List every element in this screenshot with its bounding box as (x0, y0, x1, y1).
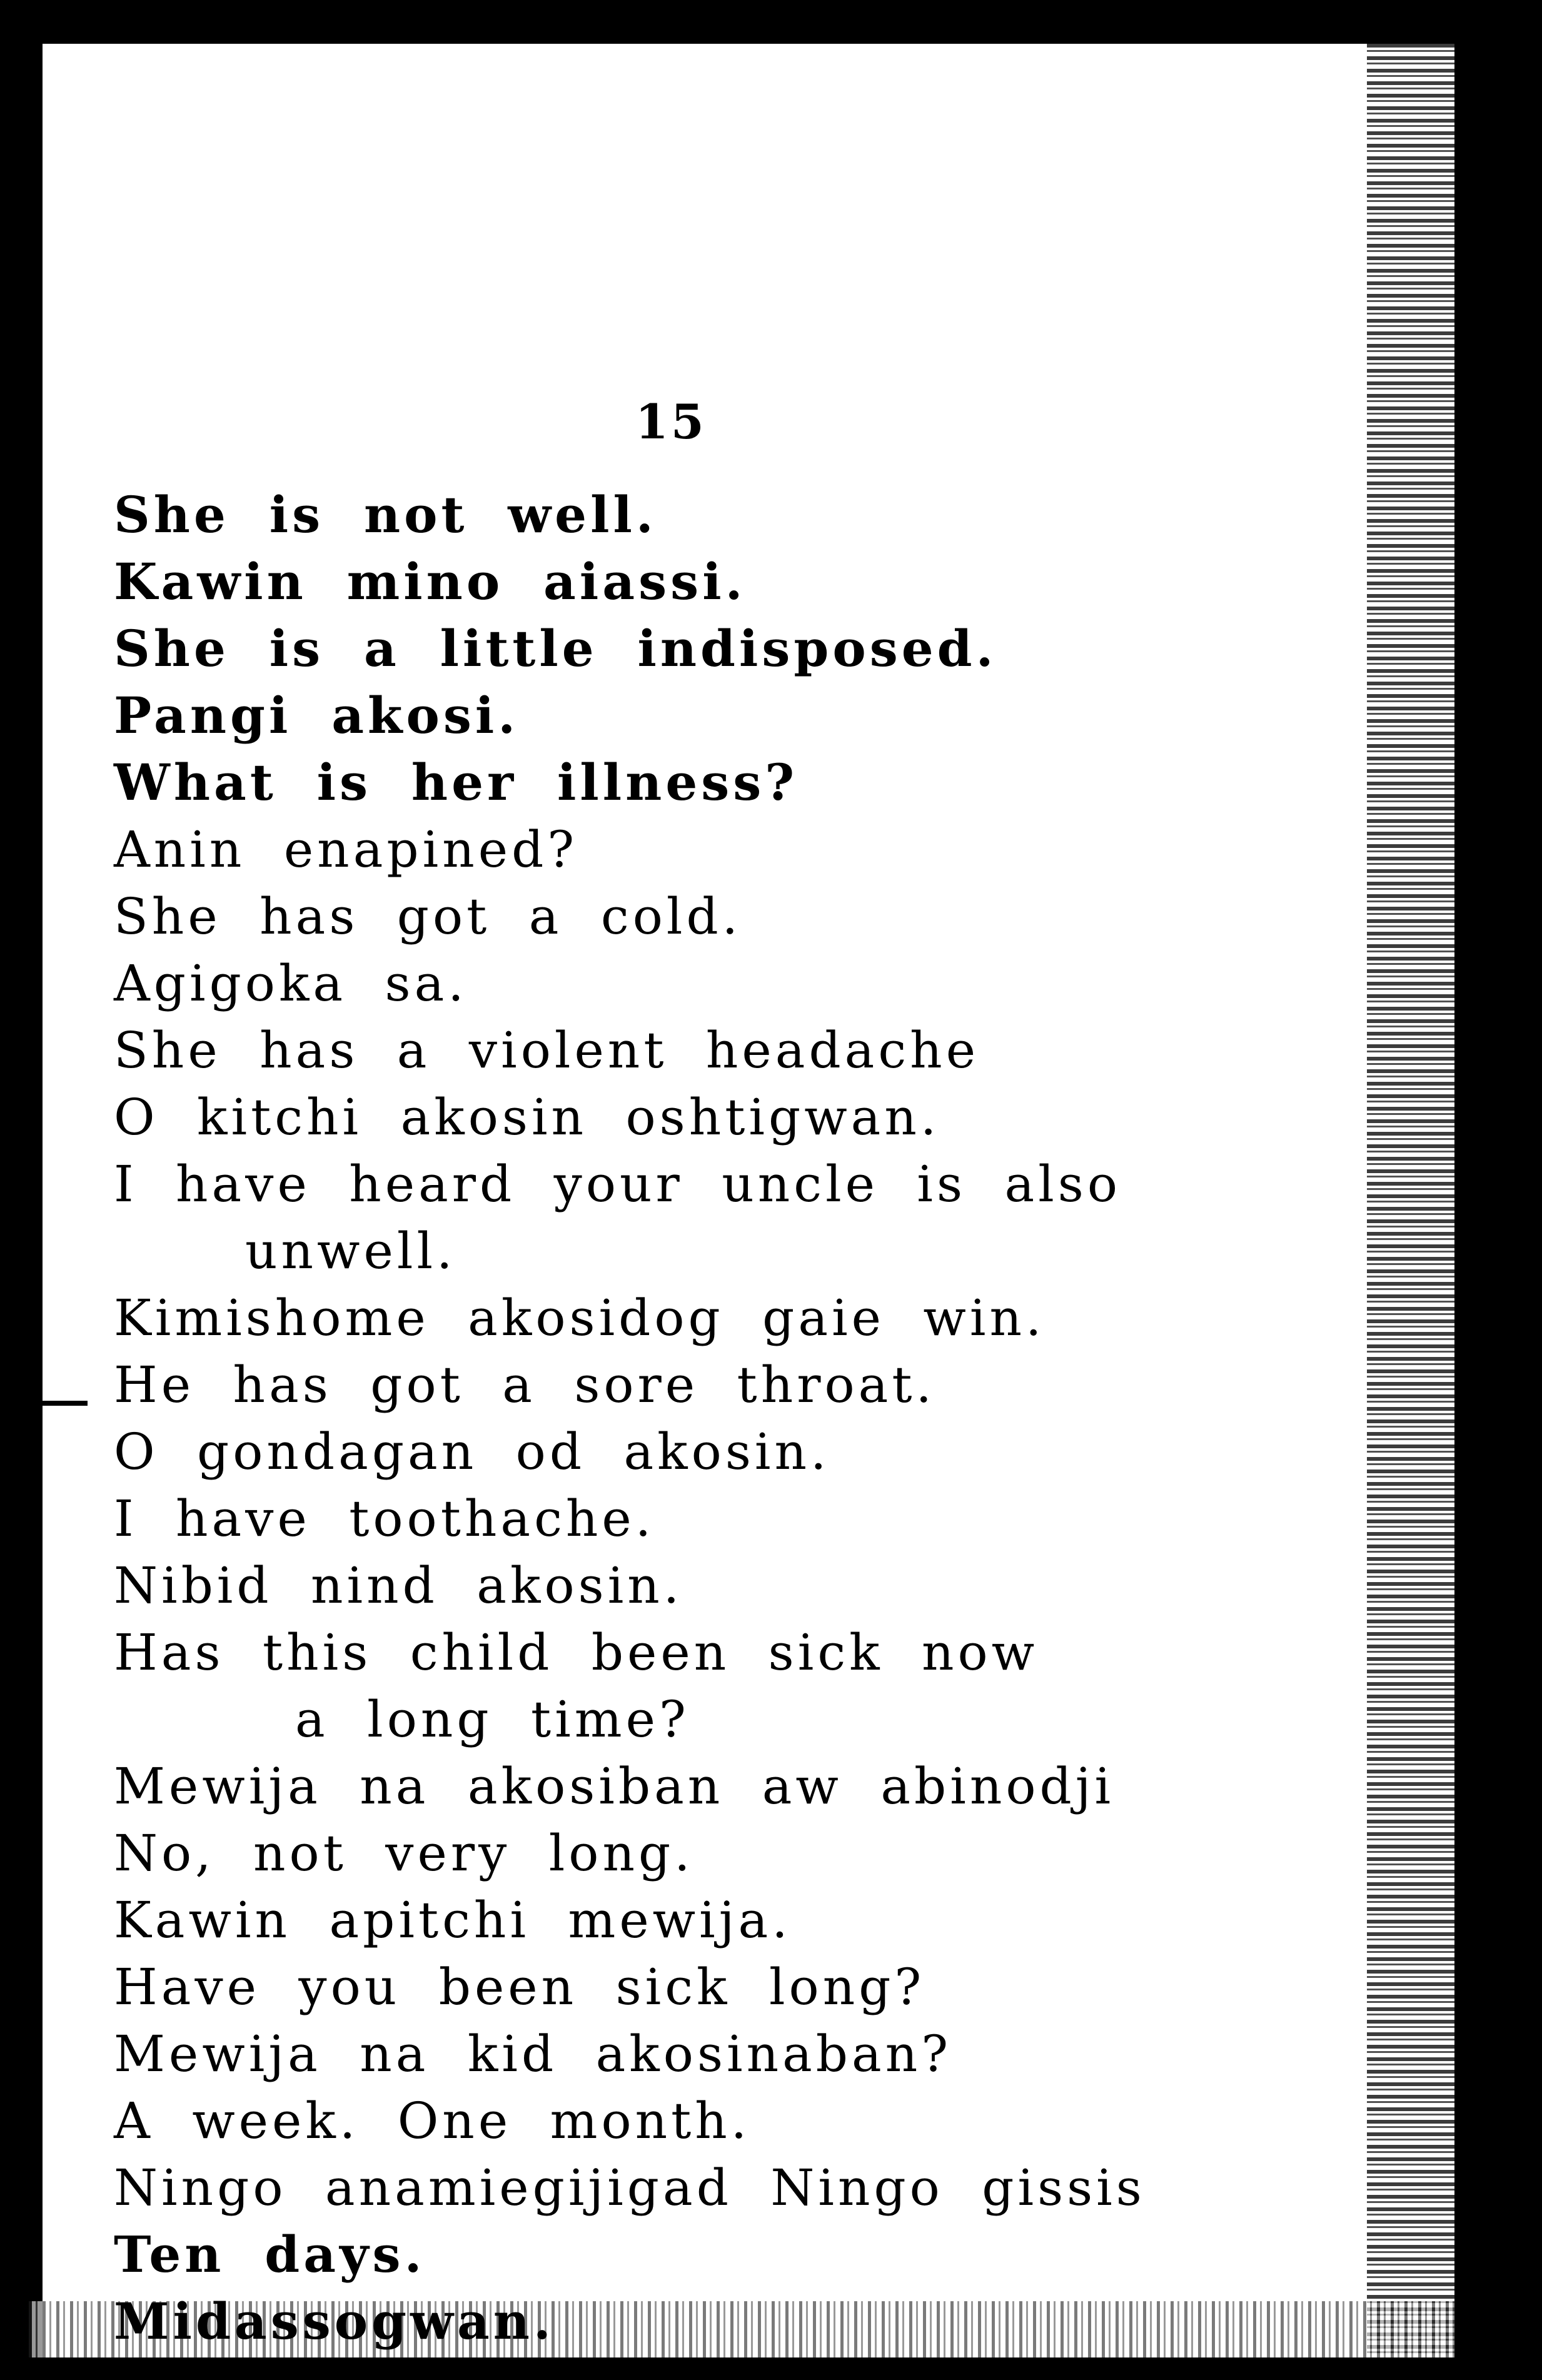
text-line: a long time? (295, 1690, 690, 1748)
right-page-edge (1367, 44, 1454, 2357)
text-line: Mewija na akosiban aw abinodji (114, 1757, 1115, 1815)
text-line: Agigoka sa. (114, 954, 468, 1012)
text-body (114, 482, 1364, 2355)
text-line: Have you been sick long? (114, 1958, 925, 2016)
margin-tick-mark (29, 1401, 88, 1406)
text-line: O gondagan od akosin. (114, 1423, 830, 1481)
text-line: Kimishome akosidog gaie win. (114, 1289, 1046, 1347)
text-line: She is not well. (114, 485, 657, 544)
text-line: Midassogwan. (114, 2292, 555, 2351)
text-line: Kawin apitchi mewija. (114, 1891, 792, 1949)
text-line: A week. One month. (114, 2092, 751, 2150)
text-line: unwell. (245, 1222, 456, 1280)
text-line: Kawin mino aiassi. (114, 552, 747, 611)
text-line: O kitchi akosin oshtigwan. (114, 1088, 940, 1146)
text-line: She is a little indisposed. (114, 619, 997, 678)
text-line: He has got a sore throat. (114, 1356, 935, 1414)
text-line: Mewija na kid akosinaban? (114, 2025, 952, 2083)
text-line: No, not very long. (114, 1824, 694, 1882)
text-line: She has a violent headache (114, 1021, 980, 1079)
text-line: I have toothache. (114, 1490, 655, 1548)
page-number: 15 (635, 394, 707, 450)
text-line: What is her illness? (114, 753, 799, 812)
left-margin-rule (29, 44, 43, 2357)
text-line: She has got a cold. (114, 887, 742, 945)
text-line: Anin enapined? (114, 820, 578, 879)
text-line: I have heard your uncle is also (114, 1155, 1121, 1213)
text-line: Nibid nind akosin. (114, 1556, 683, 1615)
text-line: Ningo anamiegijigad Ningo gissis (114, 2159, 1146, 2217)
book-page (29, 44, 1454, 2357)
text-line: Ten days. (114, 2225, 426, 2284)
text-line: Has this child been sick now (114, 1623, 1039, 1682)
text-line: Pangi akosi. (114, 686, 520, 745)
